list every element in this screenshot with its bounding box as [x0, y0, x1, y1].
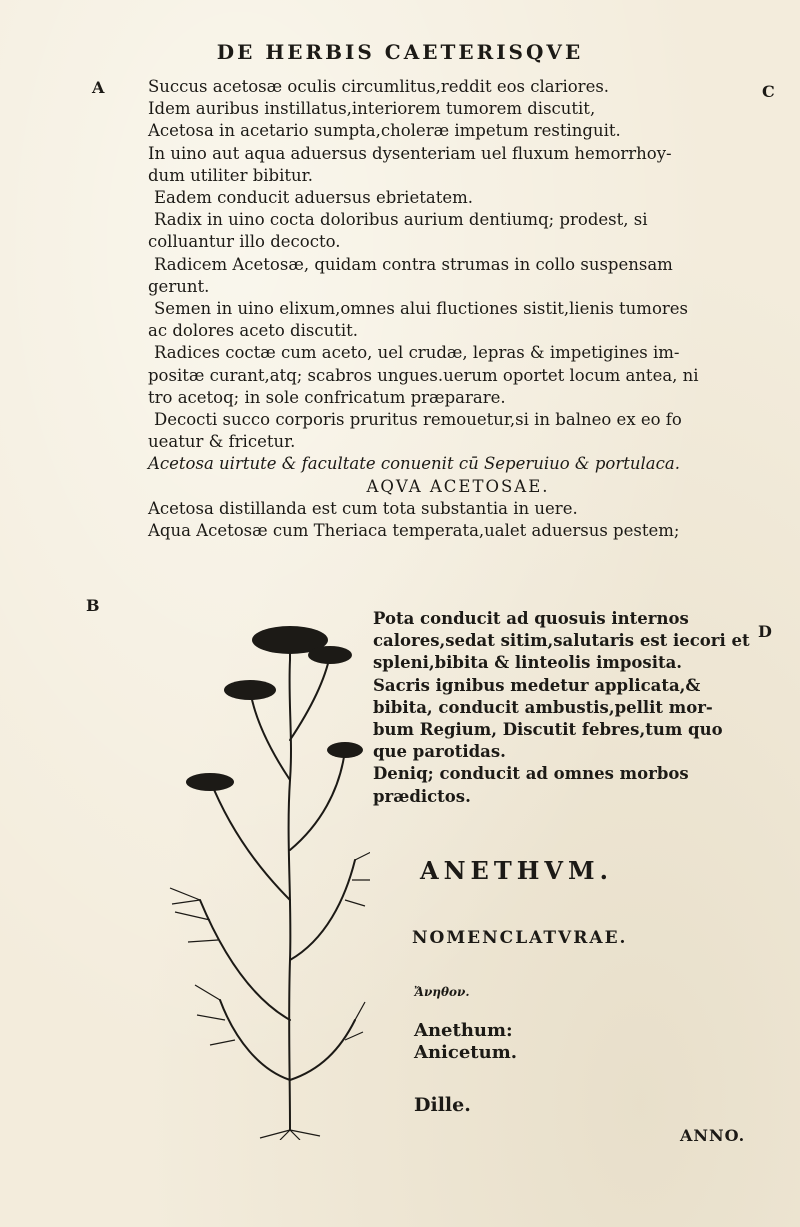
text-line: gerunt. [148, 276, 210, 296]
running-head: DE HERBIS CAETERISQVE [216, 40, 584, 64]
text-line: Idem auribus instillatus,interiorem tumorem discutit, [148, 99, 596, 119]
text-line: Radices coctæ cum aceto, uel crudæ, lepras & impetigines im- [154, 343, 680, 363]
text-line: colluantur illo decocto. [148, 232, 341, 252]
main-text-block [148, 76, 768, 542]
greek-name: Ἄνηθον. [414, 985, 470, 999]
text-line: ac dolores aceto discutit. [148, 321, 359, 341]
nomenclature-heading: NOMENCLATVRAE. [412, 928, 628, 948]
text-line: bum Regium, Discutit febres,tum quo [373, 720, 723, 740]
text-line: Acetosa uirtute & facultate conuenit cū Seperuiuo & portulaca. [148, 454, 680, 474]
text-line: Sacris ignibus medetur applicata,& [373, 675, 701, 695]
text-line: tro acetoq; in sole confricatum præparare. [148, 387, 506, 407]
text-line: bibita, conducit ambustis,pellit mor- [373, 697, 713, 717]
right-column-text [373, 608, 753, 808]
text-line: Aqua Acetosæ cum Theriaca temperata,ualet aduersus pestem; [148, 521, 680, 541]
catchword: ANNO. [680, 1126, 746, 1145]
text-line: In uino aut aqua aduersus dysenteriam uel fluxum hemorrhoy- [148, 143, 672, 163]
anethum-woodcut [140, 600, 370, 1140]
text-line: Semen in uino elixum,omnes alui fluctiones sistit,lienis tumores [154, 299, 689, 319]
text-line: prædictos. [373, 786, 471, 806]
text-line: ueatur & fricetur. [148, 432, 296, 452]
margin-letter-c: C [762, 82, 775, 101]
text-line: que parotidas. [373, 742, 506, 762]
text-line: Succus acetosæ oculis circumlitus,reddit eos clariores. [148, 77, 610, 96]
german-name: Dille. [414, 1094, 471, 1116]
entry-headword: ANETHVM. [420, 856, 613, 885]
text-line: Eadem conducit aduersus ebrietatem. [154, 188, 473, 208]
margin-letter-a: A [92, 78, 105, 97]
text-line: spleni,bibita & linteolis imposita. [373, 653, 683, 673]
text-line: positæ curant,atq; scabros ungues.uerum oportet locum antea, ni [148, 365, 699, 385]
text-line: Deniq; conducit ad omnes morbos [373, 764, 689, 784]
text-line: calores,sedat sitim,salutaris est iecori et [373, 631, 750, 651]
text-line: Acetosa in acetario sumpta,choleræ impetum restinguit. [148, 121, 621, 141]
text-line: dum utiliter bibitur. [148, 165, 313, 185]
text-line: Pota conducit ad quosuis internos [373, 609, 689, 628]
text-line: Radix in uino cocta doloribus aurium dentiumq; prodest, si [154, 210, 648, 230]
text-line: Acetosa distillanda est cum tota substantia in uere. [148, 498, 578, 518]
text-line: Decocti succo corporis pruritus remouetur,si in balneo ex eo fo [154, 410, 682, 430]
text-line: Radicem Acetosæ, quidam contra strumas in collo suspensam [154, 254, 673, 274]
latin-name-2: Anicetum. [414, 1042, 518, 1063]
latin-name-1: Anethum: [414, 1020, 513, 1041]
section-heading: AQVA ACETOSAE. [366, 476, 550, 496]
margin-letter-d: D [758, 622, 772, 641]
margin-letter-b: B [86, 596, 100, 615]
